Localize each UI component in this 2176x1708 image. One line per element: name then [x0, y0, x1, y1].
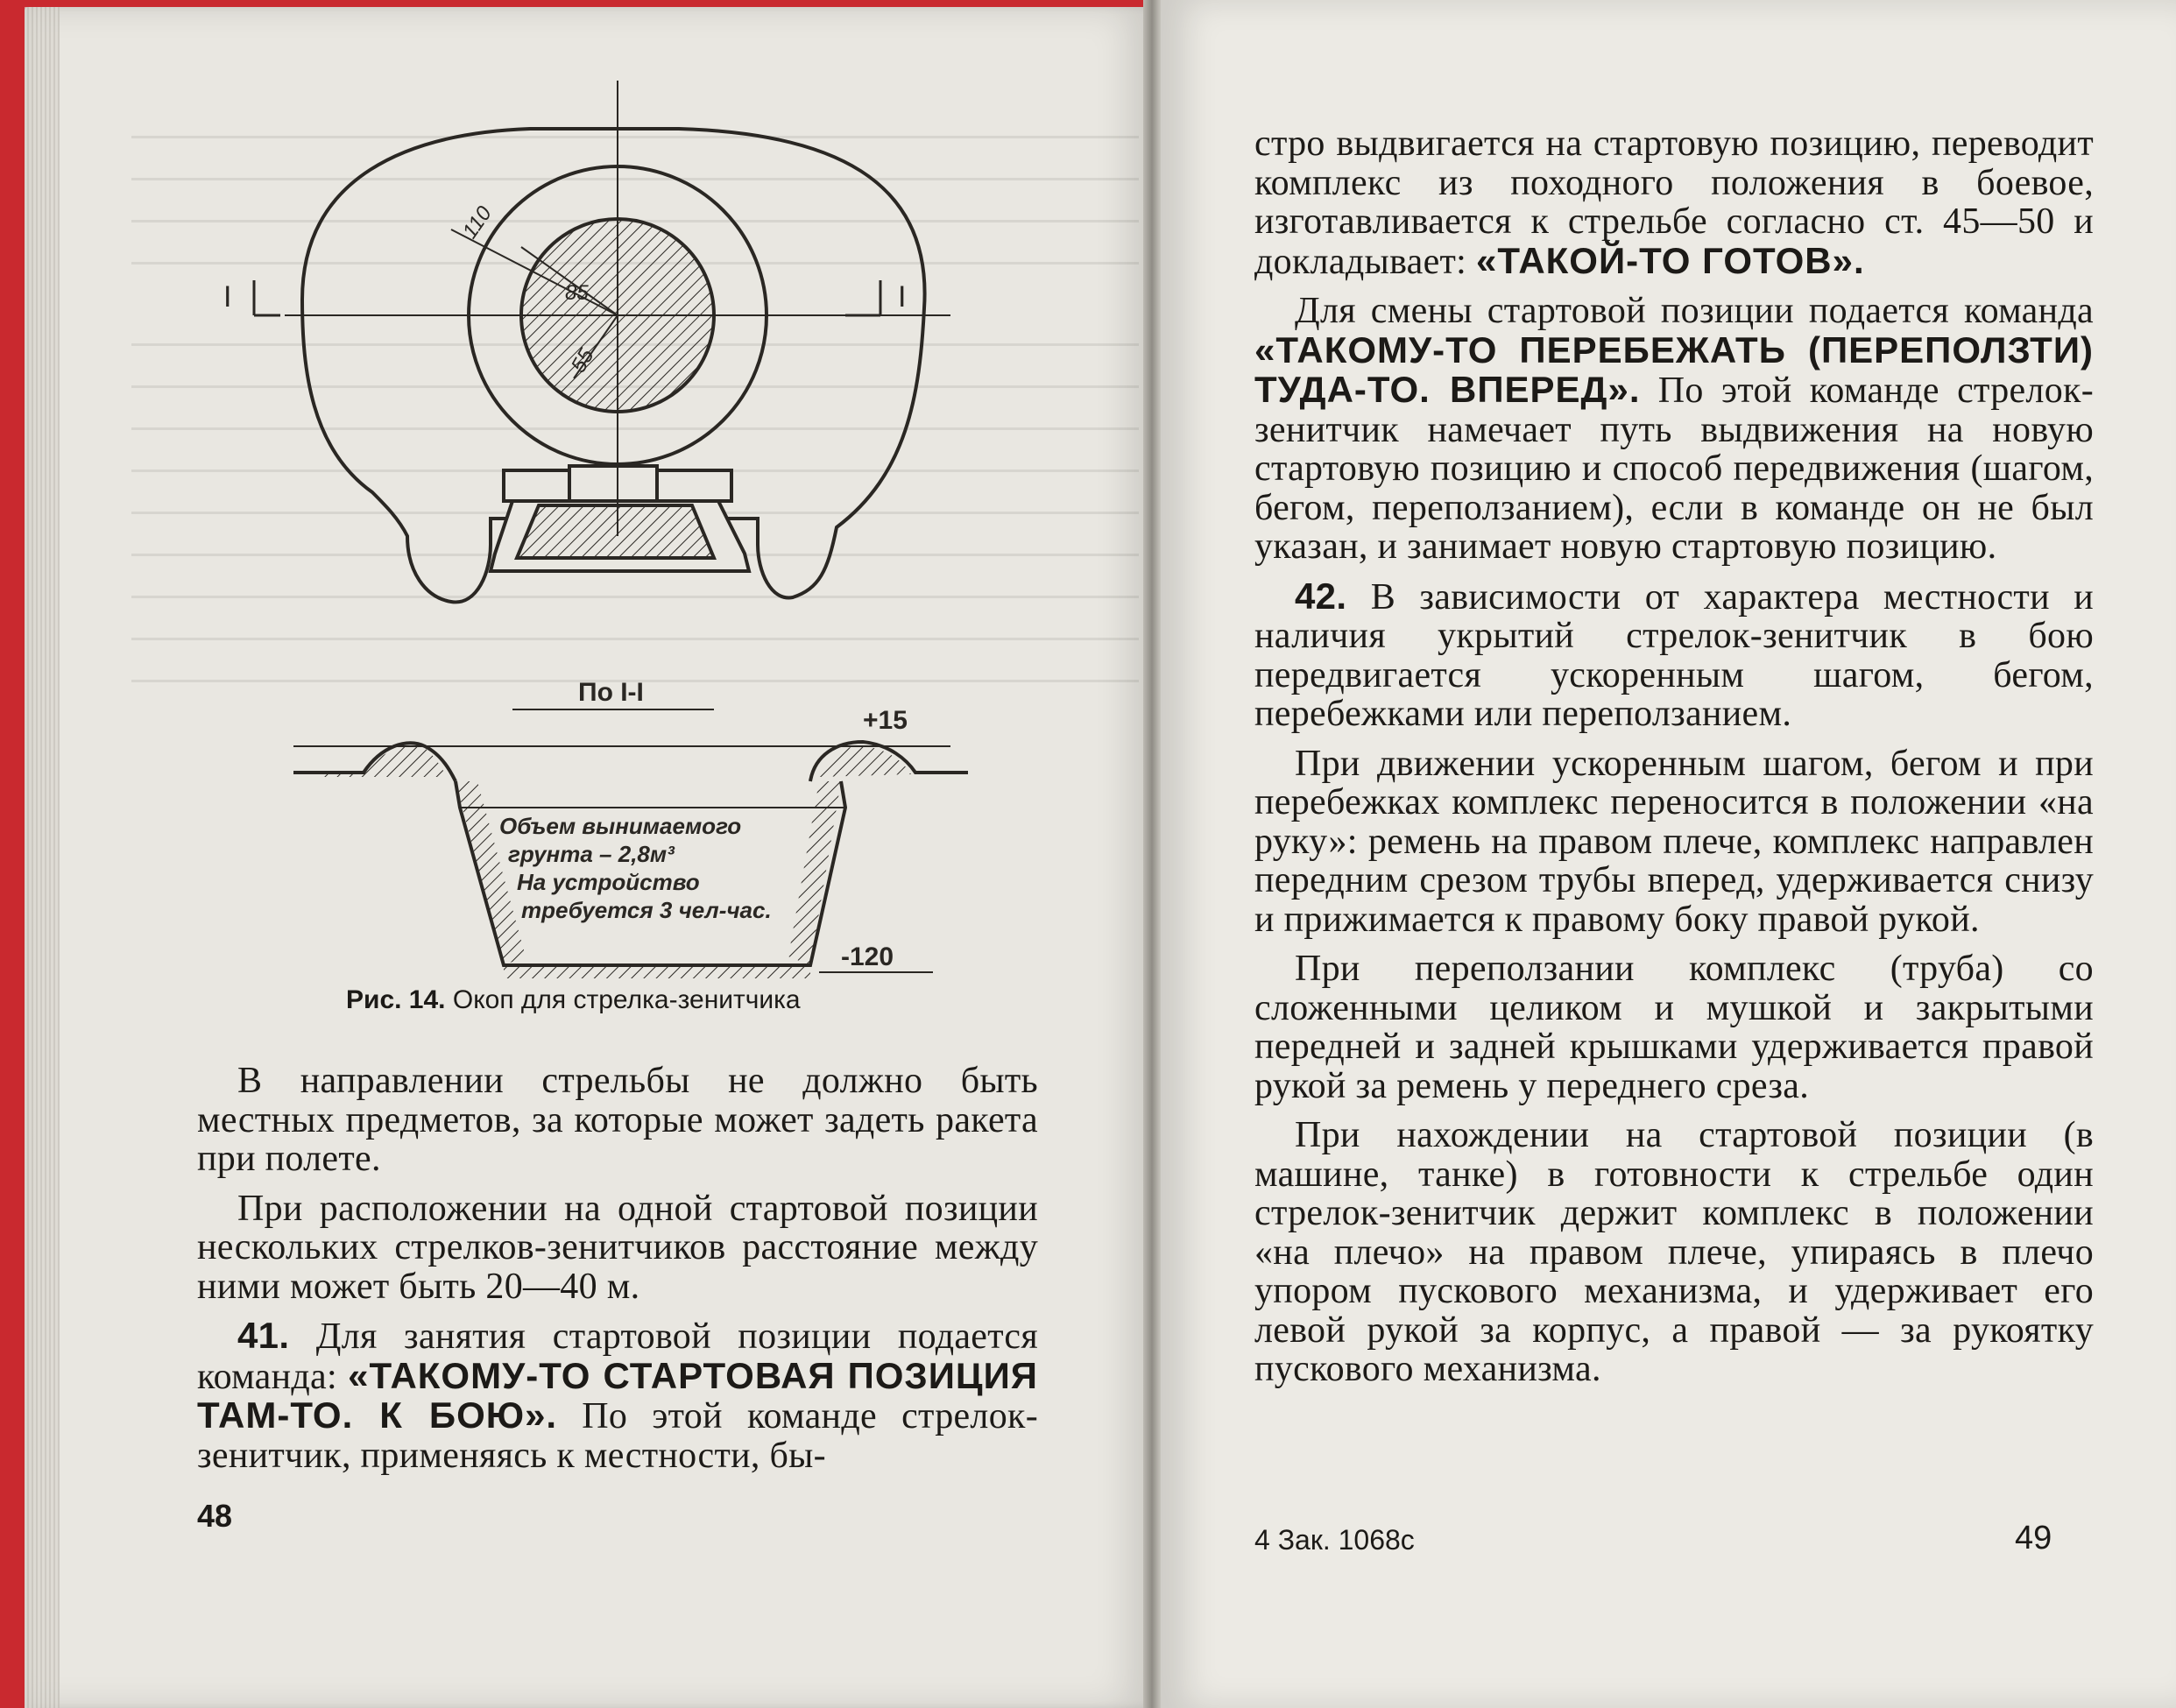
paragraph-41: [197, 1316, 1038, 1475]
paragraph-41-continuation: По этой команде стрелок-зенитчик, применяясь к местности, бы-: [197, 1396, 1038, 1476]
paragraph-shooting-direction: В направлении стрельбы не должно быть местных предметов, за которые может задеть ракета при полете.: [197, 1061, 1038, 1179]
volume-note-line-4: требуется 3 чел-час.: [521, 897, 772, 923]
right-page-text: [1254, 124, 2094, 1389]
section-title: По I-I: [578, 678, 644, 707]
paragraph-on-shoulder: При нахождении на стартовой позиции (в машине, танке) в готовности к стрельбе один стрелок-зенитчик держит комплекс в положении «на плечо» на правом плече, упираясь в плечо упором пускового механизма, и удерживает его левой рукой за корпус, а правой — за рукоятку пускового механизма.: [1254, 1115, 2094, 1389]
inner-circle: [521, 219, 714, 412]
page-number-right: 49: [2015, 1520, 2052, 1556]
paragraph-42: [1254, 577, 2094, 734]
dim-label-85: 85: [565, 281, 589, 305]
section-mark-left-label: I: [223, 280, 232, 314]
command-launch-position: «ТАКОМУ-ТО СТАРТОВАЯ ПОЗИЦИЯ ТАМ-ТО. К БОЮ».: [197, 1354, 1038, 1436]
paragraph-42-body: В зависимости от характера местности и наличия укрытий стрелок-зенитчик в бою передвигается ускоренным шагом, бегом, перебежками или переползанием.: [1254, 576, 2094, 734]
figure-caption-label: Рис. 14.: [346, 985, 446, 1014]
command-ready-report: «ТАКОЙ-ТО ГОТОВ».: [1475, 239, 1865, 281]
section-mark-right: [845, 280, 880, 315]
elevation-plus15: +15: [863, 706, 908, 735]
volume-note-line-2: грунта – 2,8м³: [508, 841, 675, 867]
paragraph-position-change-body: По этой команде стрелок-зенитчик намечает путь выдвижения на новую стартовую позицию и способ передвижения (шагом, бегом, переползанием), если в команде он не был указан, и занимает новую стартовую позицию.: [1254, 371, 2094, 567]
volume-note-line-1: Объем вынимаемого: [499, 813, 742, 839]
page-stack-edge: [25, 7, 60, 1708]
figure-caption: [346, 985, 959, 1015]
item-number-42: 42.: [1295, 575, 1347, 617]
paragraph-continued: [1254, 124, 2094, 281]
paragraph-41-intro: Для занятия стартовой позиции подается команда:: [197, 1316, 1038, 1397]
wall-left-hatch: [456, 781, 526, 965]
paragraph-crawling: При переползании комплекс (труба) со сложенными целиком и мушкой и закрытыми передней и задней крышками удерживается правой рукой за ремень у переднего среза.: [1254, 949, 2094, 1106]
printer-signature: 4 Зак. 1068с: [1254, 1524, 1415, 1556]
book-gutter: [1143, 0, 1161, 1708]
command-advance: «ТАКОМУ-ТО ПЕРЕБЕЖАТЬ (ПЕРЕПОЛЗТИ) ТУДА-ТО. ВПЕРЕД».: [1254, 328, 2094, 410]
elevation-minus120: -120: [841, 942, 894, 971]
paragraph-position-change: [1254, 292, 2094, 567]
paragraph-position-change-intro: Для смены стартовой позиции подается команда: [1295, 291, 2094, 331]
wall-right-hatch: [788, 781, 841, 965]
dim-label-55: 55: [566, 344, 599, 377]
left-page-text: [197, 1062, 1038, 1475]
floor-hatch: [504, 965, 810, 978]
figure-caption-text: Окоп для стрелка-зенитчика: [452, 985, 801, 1014]
item-number-41: 41.: [237, 1315, 290, 1356]
volume-note-line-3: На устройство: [517, 869, 700, 895]
section-mark-right-label: I: [898, 280, 907, 314]
paragraph-carry-on-hand: При движении ускоренным шагом, бегом и при перебежках комплекс переносится в положении «на руку»: ремень на правом плече, комплекс направлен передним срезом трубы вперед, удерживается снизу и прижимается к правому боку правой рукой.: [1254, 743, 2094, 940]
page-number-left: 48: [197, 1498, 233, 1534]
dim-label-110: 110: [457, 201, 497, 243]
paragraph-spacing: При расположении на одной стартовой позиции нескольких стрелков-зенитчиков расстояние между ними может быть 20—40 м.: [197, 1188, 1038, 1307]
volume-note: [499, 813, 772, 923]
trench-diagram: [223, 81, 968, 1018]
paragraph-continued-body: стро выдвигается на стартовую позицию, переводит комплекс из походного положения в боевое, изготавливается к стрельбе согласно ст. 45—50 и докладывает:: [1254, 124, 2094, 282]
